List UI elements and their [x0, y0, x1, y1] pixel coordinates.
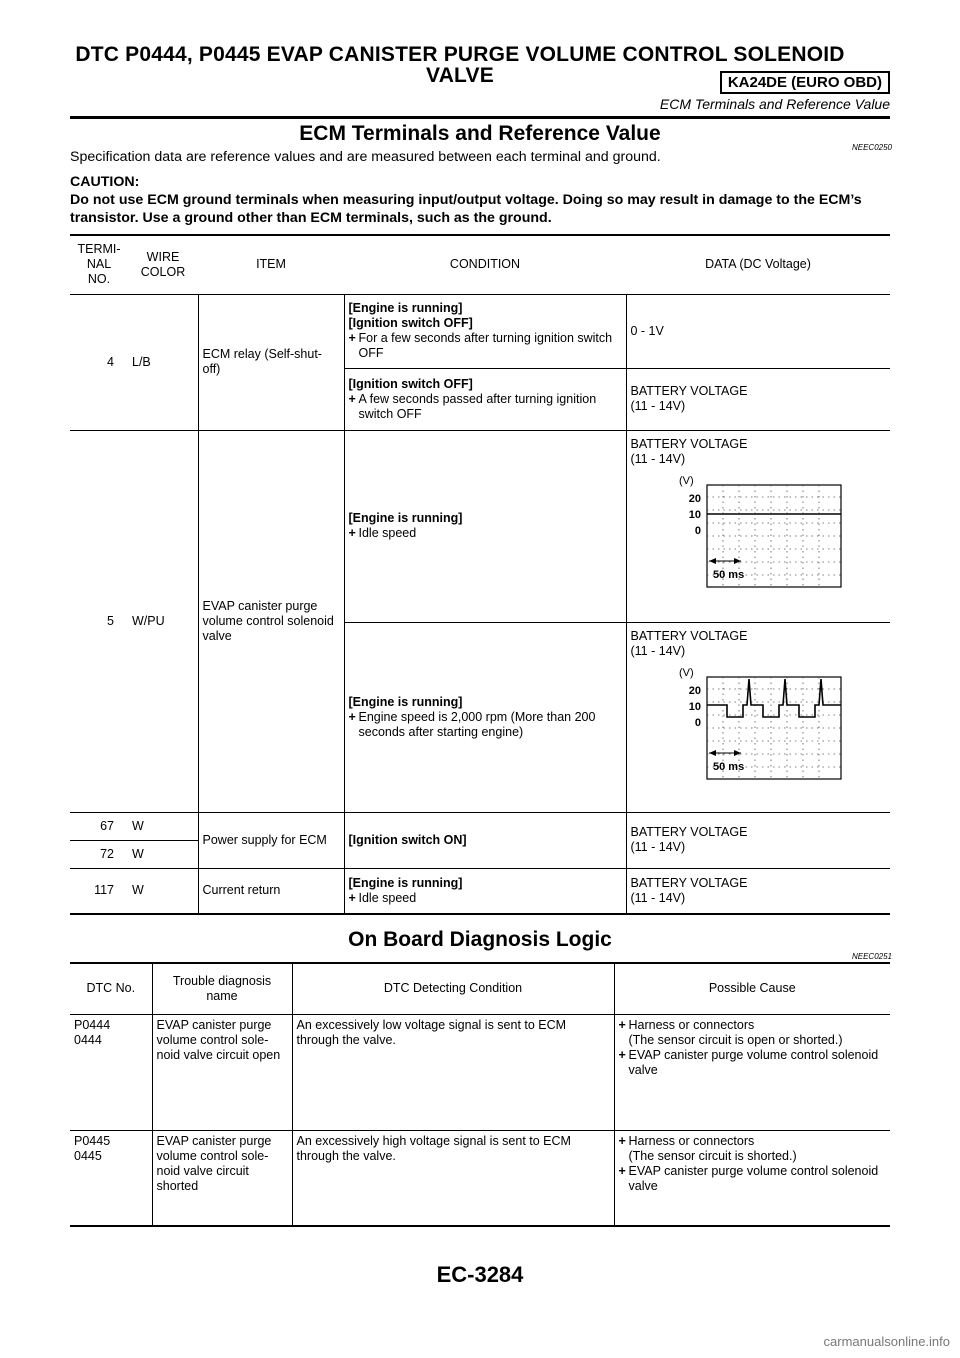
cause-bullet: + EVAP canister purge volume control solenoid valve	[619, 1164, 887, 1194]
scope-time-label: 50 ms	[712, 760, 744, 773]
wire-color: W	[128, 868, 198, 914]
detecting-condition: An excessively high voltage signal is sent to ECM through the valve.	[292, 1130, 614, 1226]
oscilloscope-waveform-idle	[659, 473, 845, 591]
col-condition: CONDITION	[344, 236, 626, 294]
col-wire-color: WIRE COLOR	[128, 236, 198, 294]
header-title-line2: VALVE	[426, 64, 494, 87]
table-header-row	[70, 236, 890, 294]
terminal-no: 5	[70, 430, 128, 812]
oscilloscope-waveform-2000rpm	[659, 665, 845, 783]
scope-y-0: 0	[694, 524, 701, 537]
engine-badge: KA24DE (EURO OBD)	[720, 71, 890, 94]
item-name: ECM relay (Self-shut-off)	[198, 294, 344, 430]
cause-bullet: + EVAP canister purge volume control solenoid valve	[619, 1048, 887, 1078]
data-value: BATTERY VOLTAGE (11 - 14V)	[626, 812, 890, 868]
header-rule	[70, 116, 890, 119]
col-possible-cause: Possible Cause	[614, 964, 890, 1014]
dtc-no: P0445 0445	[70, 1130, 152, 1226]
caution-label: CAUTION:	[70, 174, 140, 190]
table-row	[70, 1130, 890, 1226]
section-title-ecm-terminals: ECM Terminals and Reference Value	[299, 122, 661, 145]
trouble-name: EVAP canister purge volume control sole-noid valve circuit open	[152, 1014, 292, 1130]
condition-cell	[344, 622, 626, 812]
data-cell	[626, 622, 890, 812]
col-item: ITEM	[198, 236, 344, 294]
cause-bullet: + Harness or connectors (The sensor circuit is open or shorted.)	[619, 1018, 887, 1048]
header-title-line1: DTC P0444, P0445 EVAP CANISTER PURGE VOLUME CONTROL SOLENOID	[75, 43, 845, 66]
col-detecting-condition: DTC Detecting Condition	[292, 964, 614, 1014]
wire-color: W	[128, 812, 198, 840]
watermark: carmanualsonline.info	[823, 1334, 950, 1349]
page-number: EC-3284	[436, 1262, 524, 1287]
scope-y-20: 20	[688, 492, 701, 505]
scope-y-0: 0	[694, 716, 701, 729]
possible-cause	[614, 1014, 890, 1130]
table-row	[70, 1014, 890, 1130]
condition-bullet: + A few seconds passed after turning ignition switch OFF	[349, 392, 622, 422]
col-dtc-no: DTC No.	[70, 964, 152, 1014]
terminal-no: 67	[70, 812, 128, 840]
terminal-no: 4	[70, 294, 128, 430]
possible-cause	[614, 1130, 890, 1226]
condition-line: [Ignition switch OFF]	[348, 376, 473, 391]
condition-line: [Engine is running]	[348, 511, 463, 525]
condition-line: [Engine is running]	[348, 694, 463, 709]
scope-unit-label: (V)	[678, 666, 694, 679]
terminal-no: 72	[70, 840, 128, 868]
condition-cell	[344, 294, 626, 368]
table-header-row	[70, 964, 890, 1014]
scope-y-20: 20	[688, 684, 701, 697]
data-value: BATTERY VOLTAGE (11 - 14V)	[626, 868, 890, 914]
data-value: BATTERY VOLTAGE (11 - 14V)	[630, 436, 748, 466]
col-terminal-no: TERMI- NAL NO.	[70, 236, 128, 294]
condition-bullet: + Engine speed is 2,000 rpm (More than 200 seconds after starting engine)	[349, 710, 622, 740]
terminal-no: 117	[70, 868, 128, 914]
caution-text: Do not use ECM ground terminals when measuring input/output voltage. Doing so may result in damage to the ECM’s transistor. Use a ground other than ECM terminals, such as the ground.	[70, 192, 862, 226]
diagnosis-logic-table	[70, 964, 890, 1227]
condition-cell	[344, 368, 626, 430]
section-code: NEEC0250	[851, 143, 892, 152]
cause-bullet: + Harness or connectors (The sensor circuit is shorted.)	[619, 1134, 887, 1164]
trouble-name: EVAP canister purge volume control sole-noid valve circuit shorted	[152, 1130, 292, 1226]
condition-cell	[344, 868, 626, 914]
header-subtitle: ECM Terminals and Reference Value	[659, 96, 890, 112]
scope-y-10: 10	[688, 508, 701, 521]
condition-bullet: + For a few seconds after turning ignition switch OFF	[349, 331, 622, 361]
data-value: BATTERY VOLTAGE (11 - 14V)	[630, 628, 748, 658]
section-code: NEEC0251	[851, 952, 892, 961]
table-row	[70, 868, 890, 914]
item-name: Current return	[198, 868, 344, 914]
col-trouble-name: Trouble diagnosis name	[152, 964, 292, 1014]
data-value: 0 - 1V	[626, 294, 890, 368]
section-title-obd-logic: On Board Diagnosis Logic	[348, 928, 612, 951]
scope-y-10: 10	[688, 700, 701, 713]
item-name: EVAP canister purge volume control solenoid valve	[198, 430, 344, 812]
condition-line: [Engine is running]	[348, 301, 463, 315]
condition-bullet: + Idle speed	[349, 526, 622, 541]
detecting-condition: An excessively low voltage signal is sent to ECM through the valve.	[292, 1014, 614, 1130]
wire-color: L/B	[128, 294, 198, 430]
scope-unit-label: (V)	[678, 474, 694, 487]
wire-color: W	[128, 840, 198, 868]
condition-cell	[344, 430, 626, 622]
scope-time-label: 50 ms	[712, 568, 744, 581]
data-value: BATTERY VOLTAGE (11 - 14V)	[626, 368, 890, 430]
wire-color: W/PU	[128, 430, 198, 812]
condition-line: [Ignition switch ON]	[344, 812, 626, 868]
item-name: Power supply for ECM	[198, 812, 344, 868]
dtc-no: P0444 0444	[70, 1014, 152, 1130]
condition-line: [Engine is running]	[348, 875, 463, 890]
col-data: DATA (DC Voltage)	[626, 236, 890, 294]
table-row	[70, 812, 890, 840]
condition-line: [Ignition switch OFF]	[348, 316, 473, 330]
data-cell	[626, 430, 890, 622]
condition-bullet: + Idle speed	[349, 891, 622, 906]
ecm-terminals-table	[70, 236, 890, 915]
table-row	[70, 294, 890, 368]
intro-paragraph: Specification data are reference values and are measured between each terminal and ground.	[70, 149, 661, 165]
table-row	[70, 430, 890, 622]
